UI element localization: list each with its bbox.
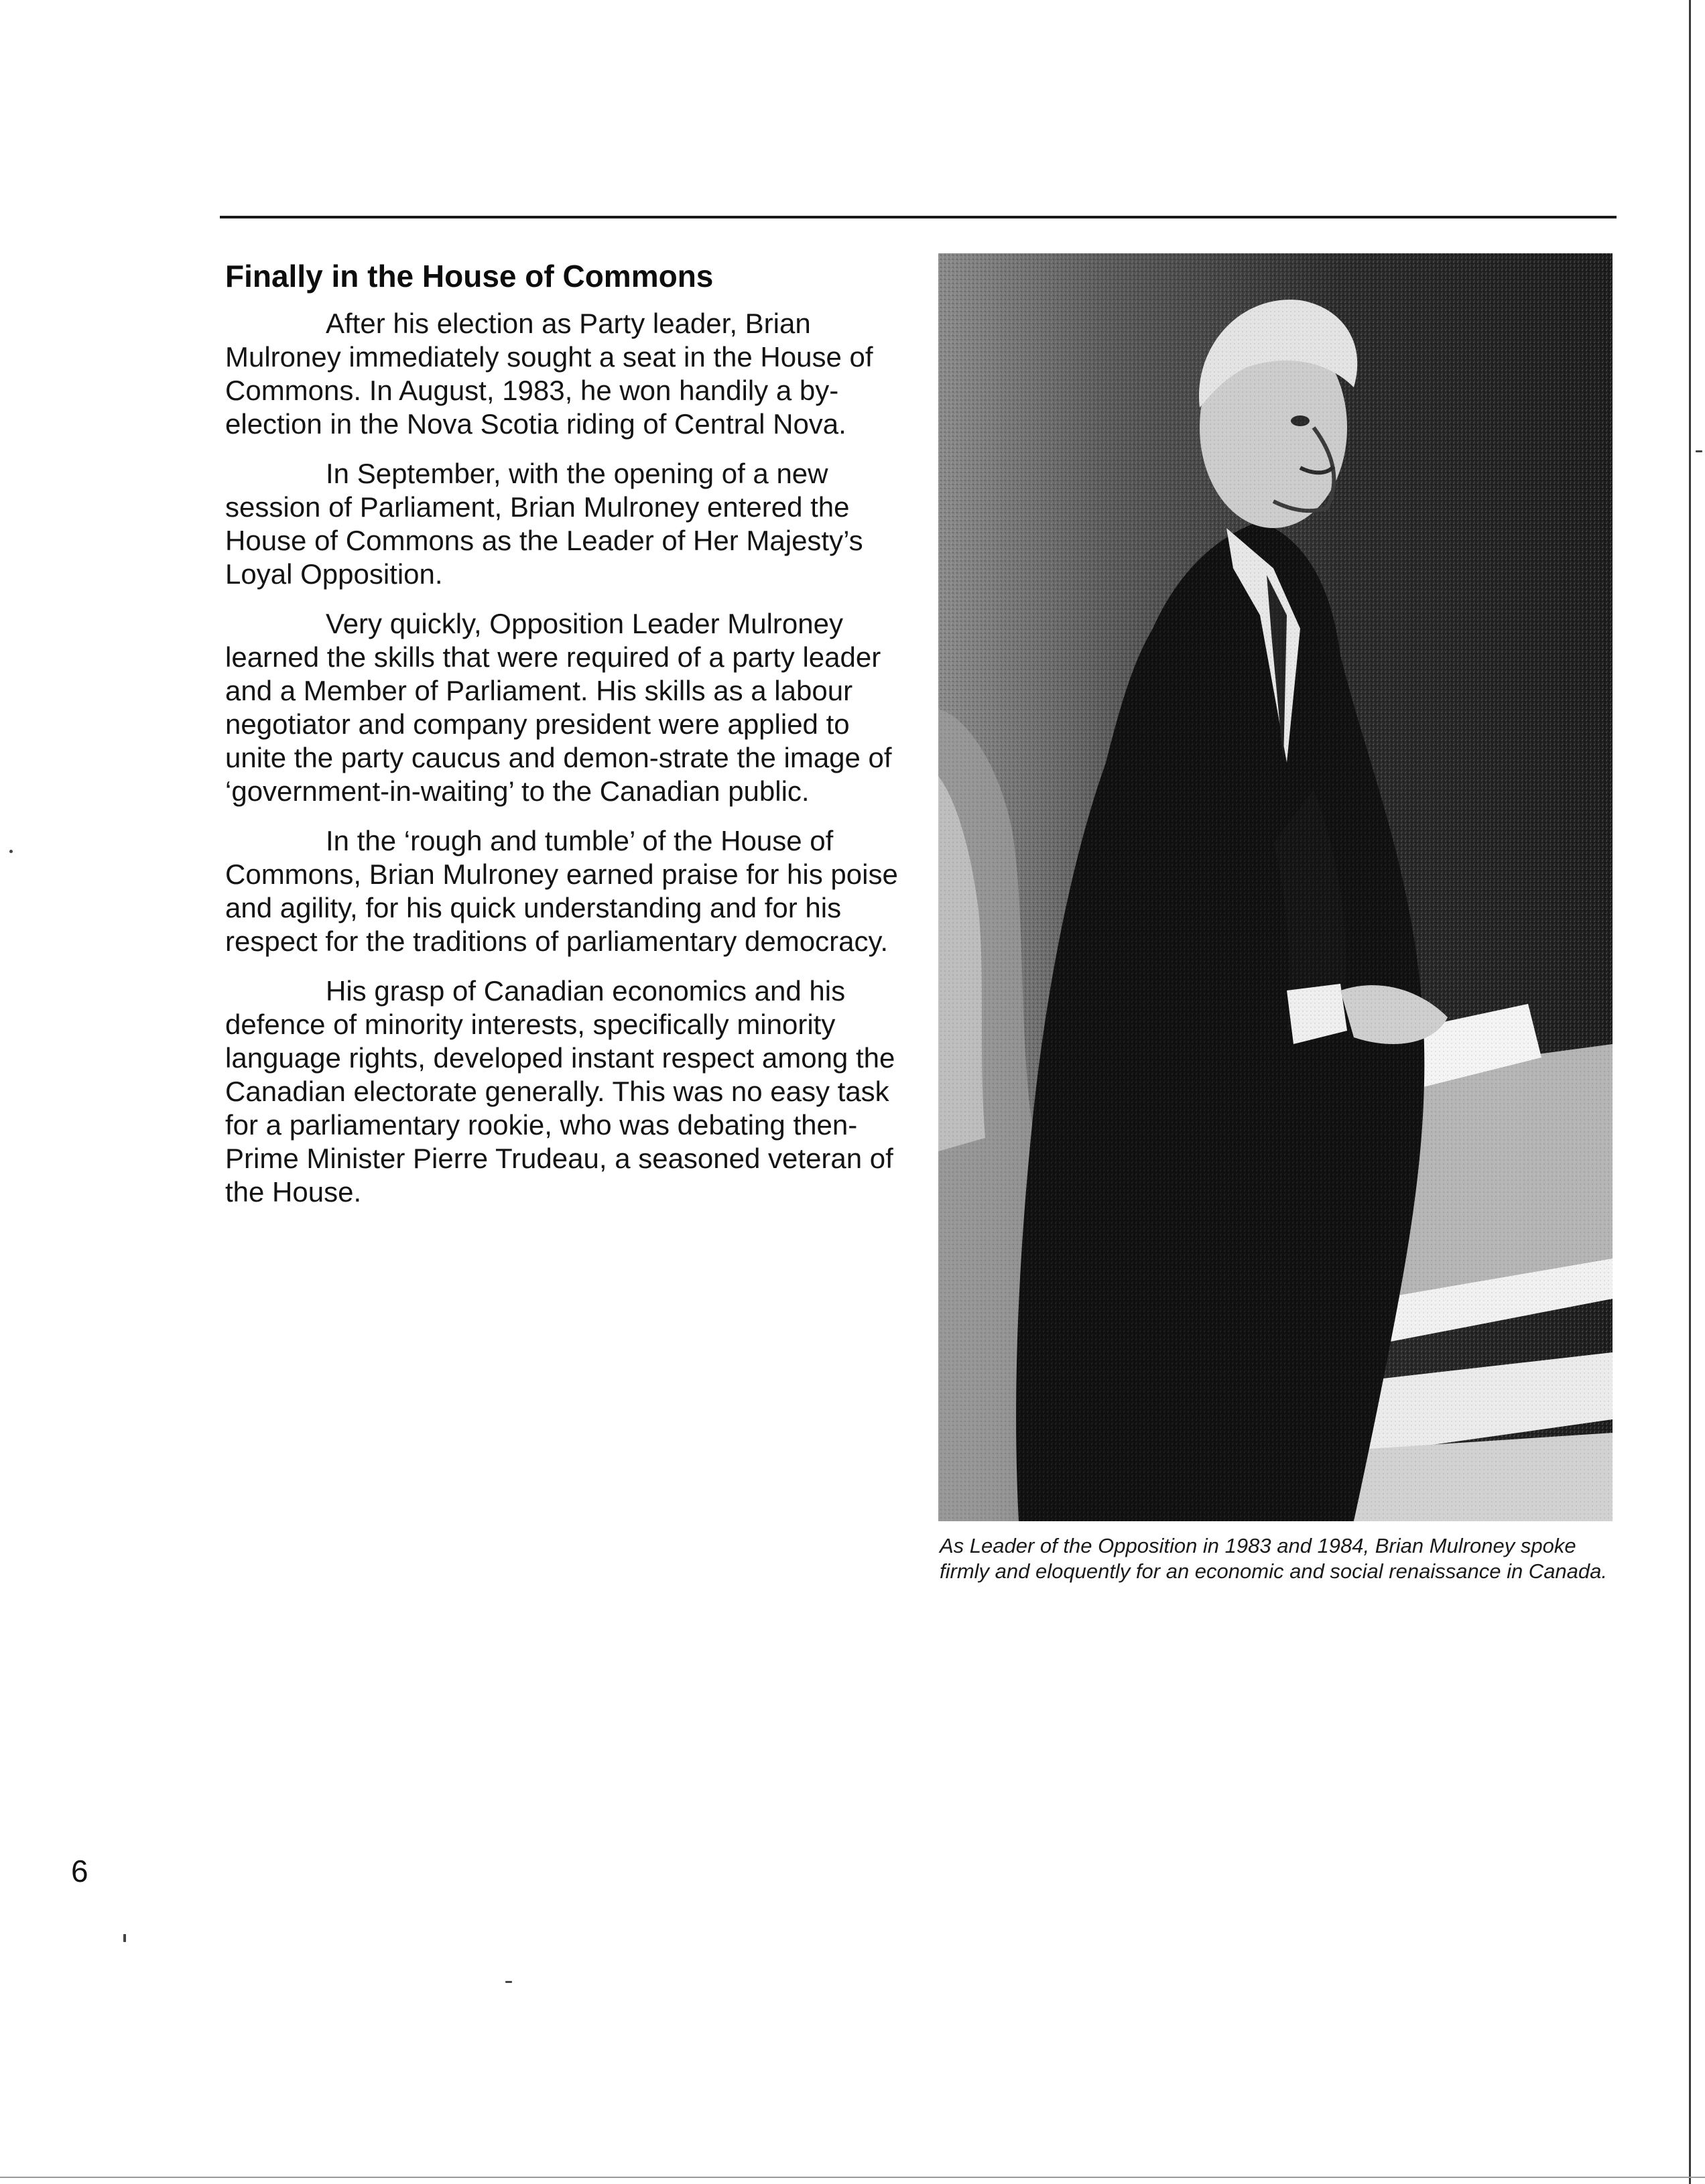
photo-caption: As Leader of the Opposition in 1983 and 1984, Brian Mulroney spoke firmly and eloquently for an economic and social renaissance in Canada. — [940, 1534, 1608, 1583]
page-number: 6 — [71, 1854, 88, 1888]
section-heading: Finally in the House of Commons — [225, 259, 714, 294]
paragraph-2: In September, with the opening of a new session of Parliament, Brian Mulroney entered the House of Commons as the Leader of Her Majesty’s Loyal Opposition. — [225, 458, 863, 590]
paragraph-5: His grasp of Canadian economics and his defence of minority interests, specifically minority language rights, developed instant respect among the Canadian electorate generally. This was no easy task for a parliamentary rookie, who was debating then-Prime Minister Pierre Trudeau, a seasoned veteran of the House. — [225, 975, 895, 1208]
text-column — [225, 257, 902, 1225]
photo-illustration — [938, 253, 1613, 1521]
scan-edge-right — [1689, 0, 1691, 2184]
paragraph-3: Very quickly, Opposition Leader Mulroney learned the skills that were required of a party leader and a Member of Parliament. His skills as a labour negotiator and company president were applied to unite the party caucus and demon-strate the image of ‘government-in-waiting’ to the Canadian public. — [225, 608, 892, 807]
scan-speck — [123, 1934, 126, 1942]
top-rule — [220, 216, 1617, 218]
scan-speck — [505, 1981, 512, 1983]
scan-edge-bottom — [0, 2177, 1705, 2178]
paragraph-4: In the ‘rough and tumble’ of the House of Commons, Brian Mulroney earned praise for his poise and agility, for his quick understanding and for his respect for the traditions of parliamentary democracy. — [225, 825, 898, 957]
paragraph-1: After his election as Party leader, Brian Mulroney immediately sought a seat in the House of Commons. In August, 1983, he won handily a by-election in the Nova Scotia riding of Central Nova. — [225, 308, 873, 440]
scan-speck — [1696, 450, 1702, 452]
photo-of-speaker — [938, 253, 1613, 1521]
scan-speck — [9, 850, 13, 853]
